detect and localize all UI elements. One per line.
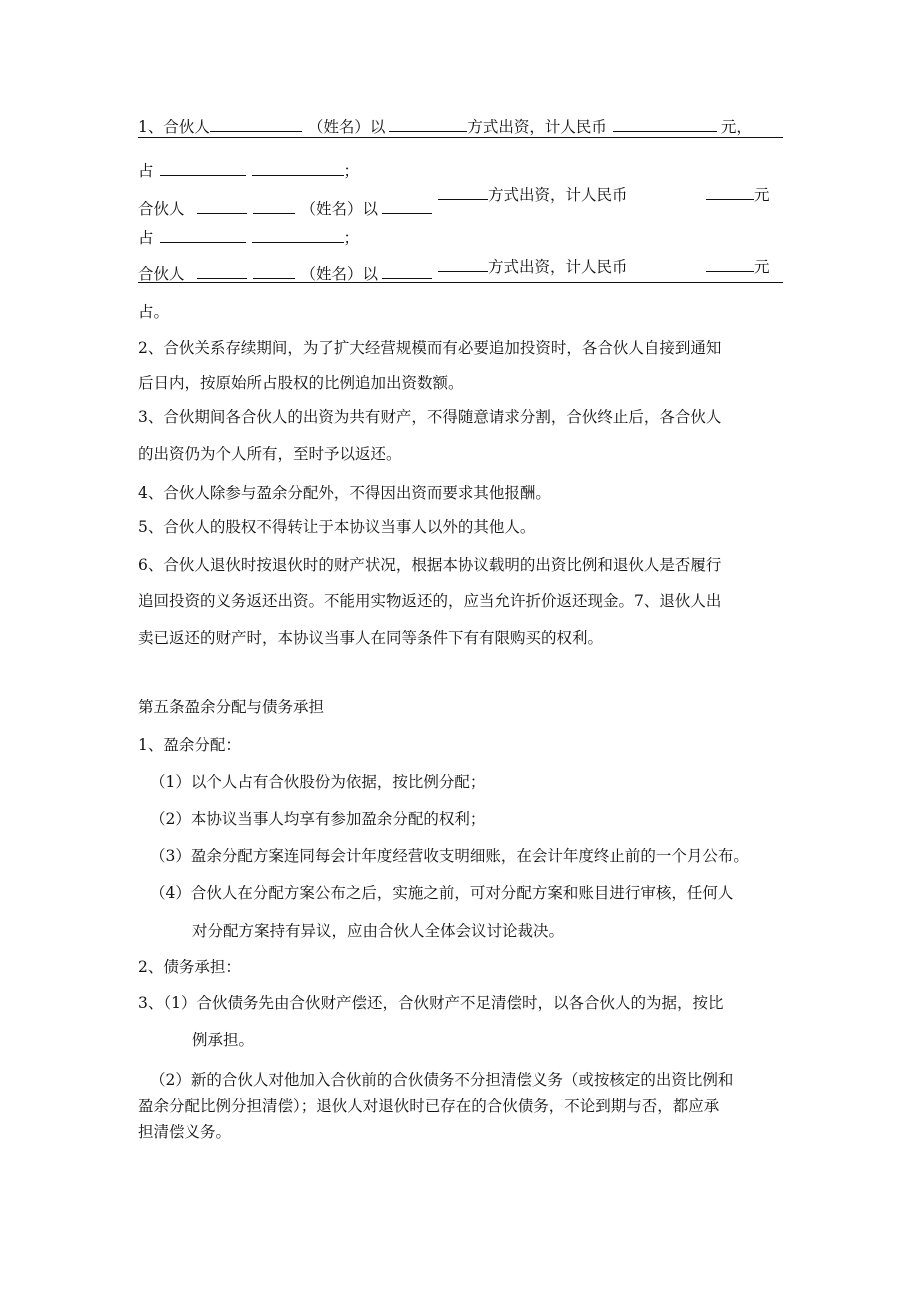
partner-line-2 bbox=[138, 198, 432, 219]
partner-2-unit: 元 bbox=[754, 186, 770, 204]
profit-item-3: （3）盈余分配方案连同每会计年度经营收支明细账，在会计年度终止前的一个月公布。 bbox=[150, 847, 749, 865]
blank-amount-3 bbox=[706, 256, 754, 272]
blank-method-2b bbox=[438, 184, 488, 200]
blank-share-2a bbox=[160, 227, 246, 243]
share-2-label: 占 bbox=[138, 229, 154, 247]
blank-name-2b bbox=[253, 198, 295, 214]
clause-6-line-2: 追回投资的义务返还出资。不能用实物返还的，应当允许折价返还现金。7、退伙人出 bbox=[138, 592, 722, 610]
share-line-1 bbox=[138, 160, 359, 181]
partner-line-2-method bbox=[438, 184, 628, 205]
clause-6-line-1: 6、合伙人退伙时按退伙时的财产状况，根据本协议载明的出资比例和退伙人是否履行 bbox=[138, 556, 722, 574]
clause-3-line-1: 3、合伙期间各合伙人的出资为共有财产，不得随意请求分割，合伙终止后，各合伙人 bbox=[138, 408, 722, 426]
blank-share-1a bbox=[160, 160, 246, 176]
profit-item-2: （2）本协议当事人均享有参加盈余分配的权利； bbox=[150, 810, 486, 828]
debt-item-1-line-2: 例承担。 bbox=[192, 1031, 255, 1049]
debt-item-2-line-1: （2）新的合伙人对他加入合伙前的合伙债务不分担清偿义务（或按核定的出资比例和 bbox=[150, 1071, 734, 1089]
blank-method-1 bbox=[389, 116, 467, 132]
clause-6-line-3: 卖已返还的财产时，本协议当事人在同等条件下有有限购买的权利。 bbox=[138, 629, 604, 647]
partner-3-method-label: 方式出资，计人民币 bbox=[488, 258, 628, 276]
partner-2-prefix: 合伙人 bbox=[138, 200, 185, 218]
profit-heading: 1、盈余分配： bbox=[138, 736, 241, 754]
partner-line-3 bbox=[138, 263, 432, 284]
blank-method-3a bbox=[382, 263, 432, 279]
share-line-3: 占。 bbox=[138, 303, 170, 321]
blank-name-2a bbox=[197, 198, 247, 214]
blank-amount-1 bbox=[613, 116, 717, 132]
profit-item-4-line-1: （4）合伙人在分配方案公布之后，实施之前，可对分配方案和账目进行审核，任何人 bbox=[150, 884, 734, 902]
blank-name-3a bbox=[197, 263, 247, 279]
partner-line-3-method bbox=[438, 256, 628, 277]
debt-heading: 2、债务承担： bbox=[138, 958, 241, 976]
partner-line-2-amount bbox=[706, 184, 770, 205]
debt-item-2-line-2: 盈余分配比例分担清偿）；退伙人对退伙时已存在的合伙债务，不论到期与否，都应承 bbox=[138, 1097, 720, 1115]
partner-3-prefix: 合伙人 bbox=[138, 265, 185, 283]
partner-3-unit: 元 bbox=[754, 258, 770, 276]
profit-item-1: （1）以个人占有合伙股份为依据，按比例分配； bbox=[150, 773, 486, 791]
partner-2-method-label: 方式出资，计人民币 bbox=[488, 186, 628, 204]
blank-method-3b bbox=[438, 256, 488, 272]
share-line-2 bbox=[138, 227, 359, 248]
partner-1-unit: 元， bbox=[720, 118, 752, 136]
share-1-end: ； bbox=[343, 162, 360, 180]
partner-line-1 bbox=[138, 116, 752, 137]
debt-item-1-line-1: 3、（1）合伙债务先由合伙财产偿还，合伙财产不足清偿时，以各合伙人的为据，按比 bbox=[138, 994, 724, 1012]
partner-1-method-label: 方式出资，计人民币 bbox=[467, 118, 607, 136]
partner-3-name-label: （姓名）以 bbox=[300, 265, 379, 283]
partner-2-name-label: （姓名）以 bbox=[300, 200, 379, 218]
clause-2-line-2: 后日内，按原始所占股权的比例追加出资数额。 bbox=[138, 374, 464, 392]
blank-share-2b bbox=[252, 227, 344, 243]
profit-item-4-line-2: 对分配方案持有异议，应由合伙人全体会议讨论裁决。 bbox=[192, 922, 565, 940]
rule-bottom bbox=[138, 282, 783, 283]
share-2-end: ； bbox=[343, 229, 360, 247]
partner-line-3-amount bbox=[706, 256, 770, 277]
share-1-label: 占 bbox=[138, 162, 154, 180]
clause-2-line-1: 2、合伙关系存续期间，为了扩大经营规模而有必要追加投资时，各合伙人自接到通知 bbox=[138, 339, 722, 357]
clause-4: 4、合伙人除参与盈余分配外，不得因出资而要求其他报酬。 bbox=[138, 484, 551, 502]
partner-1-name-label: （姓名）以 bbox=[307, 118, 386, 136]
blank-name-3b bbox=[253, 263, 295, 279]
partner-1-prefix: 1、合伙人 bbox=[138, 118, 210, 136]
rule-top bbox=[138, 137, 783, 138]
article-5-title: 第五条盈余分配与债务承担 bbox=[138, 698, 325, 716]
debt-item-2-line-3: 担清偿义务。 bbox=[138, 1123, 232, 1141]
blank-name-1 bbox=[210, 116, 302, 132]
blank-method-2a bbox=[382, 198, 432, 214]
blank-share-1b bbox=[252, 160, 344, 176]
clause-3-line-2: 的出资仍为个人所有，至时予以返还。 bbox=[138, 445, 402, 463]
clause-5: 5、合伙人的股权不得转让于本协议当事人以外的其他人。 bbox=[138, 518, 536, 536]
blank-amount-2 bbox=[706, 184, 754, 200]
